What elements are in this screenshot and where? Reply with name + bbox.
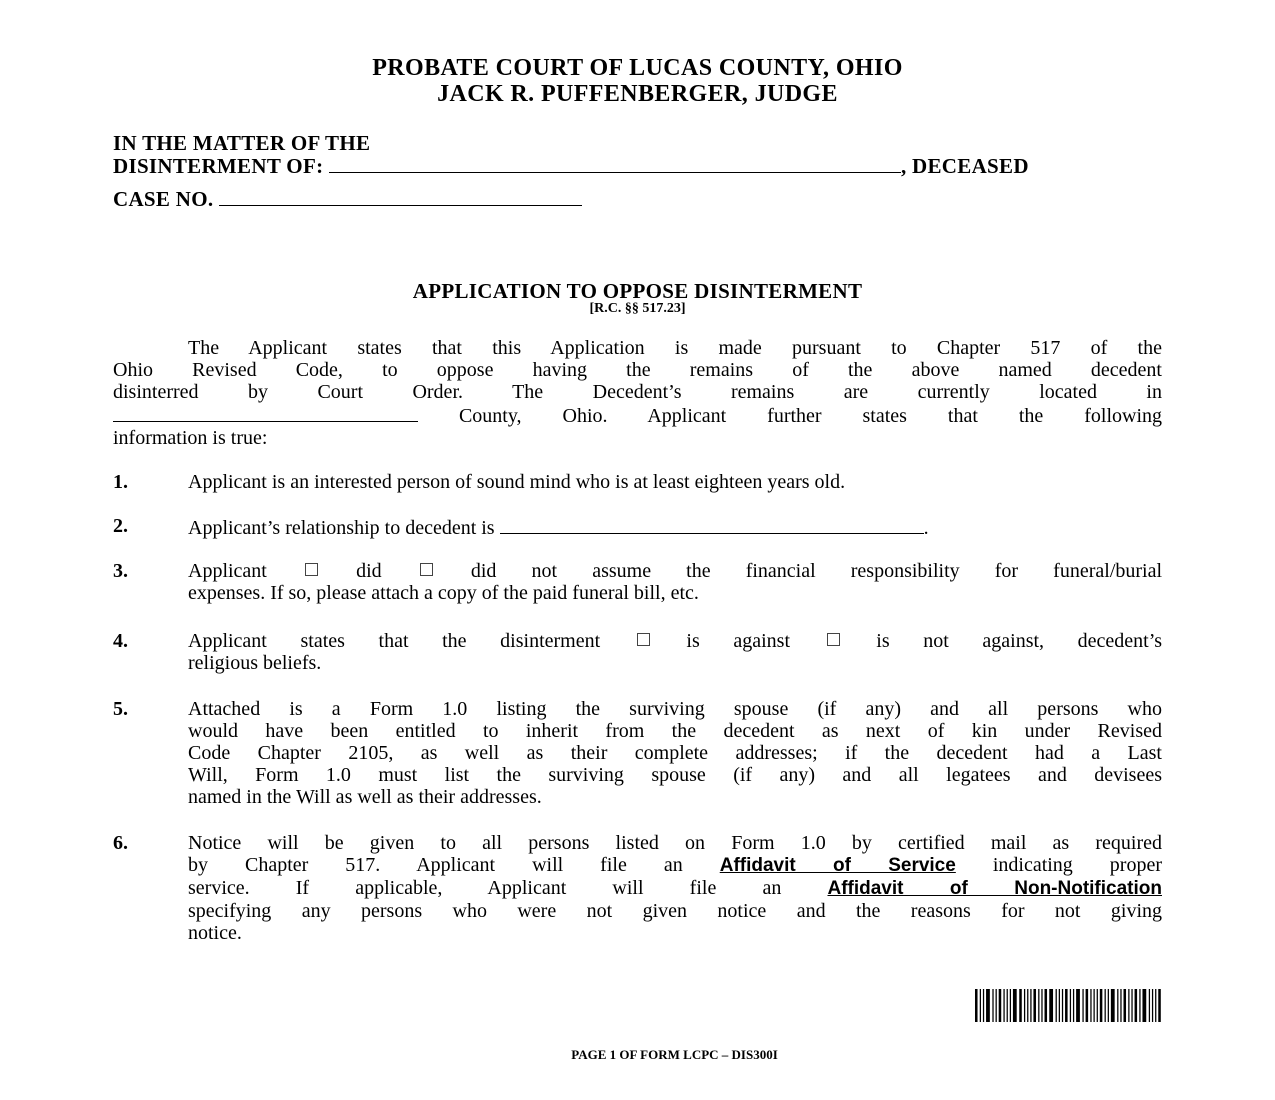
intro-line: disinterred by Court Order. The Decedent’s remains are currently located in (113, 381, 1162, 403)
did-not-label: did not assume the financial responsibility for funeral/burial (470, 560, 1163, 582)
barcode-bar (1013, 989, 1017, 1022)
barcode-bar (1152, 989, 1153, 1022)
is-not-against-checkbox[interactable] (827, 633, 840, 646)
barcode-bar (1030, 989, 1031, 1022)
barcode-bar (999, 989, 1002, 1022)
is-not-against-label: is not against, decedent’s (876, 630, 1163, 652)
barcode-bar (986, 989, 990, 1022)
disinterment-line (113, 154, 1029, 179)
item-text: notice. (188, 922, 242, 944)
barcode-bar (1120, 989, 1121, 1022)
barcode (975, 989, 1163, 1022)
item-text-part: Applicant (188, 560, 267, 582)
period: . (923, 517, 929, 539)
barcode-bar (1105, 989, 1106, 1022)
barcode-bar (996, 989, 997, 1022)
barcode-bar (1124, 989, 1127, 1022)
item-text (188, 854, 1162, 877)
barcode-bar (1027, 989, 1028, 1022)
form-title: APPLICATION TO OPPOSE DISINTERMENT (412, 279, 863, 303)
is-against-label: is against (686, 630, 791, 652)
decedent-name-field[interactable] (329, 154, 901, 173)
disinterment-label: DISINTERMENT OF: (113, 154, 324, 178)
intro-line: information is true: (113, 427, 268, 449)
barcode-bar (1108, 989, 1109, 1022)
matter-line: IN THE MATTER OF THE (113, 131, 371, 155)
is-against-checkbox[interactable] (637, 633, 650, 646)
item-number: 5. (113, 698, 128, 720)
item-text (188, 560, 1162, 582)
barcode-bar (1117, 989, 1118, 1022)
barcode-bar (1007, 989, 1008, 1022)
item-number: 4. (113, 630, 128, 652)
county-field[interactable] (113, 403, 418, 422)
barcode-bar (1059, 989, 1060, 1022)
barcode-bar (1033, 989, 1036, 1022)
item-text (188, 515, 1162, 539)
barcode-bar (1024, 989, 1025, 1022)
barcode-bar (1010, 989, 1011, 1022)
barcode-bar (1135, 989, 1138, 1022)
barcode-bar (1158, 989, 1161, 1022)
item-number: 3. (113, 560, 128, 582)
intro-paragraph (113, 337, 1162, 449)
item-text: named in the Will as well as their addresses. (188, 786, 542, 808)
barcode-bar (1139, 989, 1140, 1022)
barcode-bar (983, 989, 984, 1022)
barcode-bar (1062, 989, 1063, 1022)
barcode-bar (1093, 989, 1094, 1022)
intro-line: Ohio Revised Code, to oppose having the remains of the above named decedent (113, 359, 1162, 381)
item-text: specifying any persons who were not given notice and the reasons for not giving (188, 900, 1162, 922)
barcode-bar (1076, 989, 1080, 1022)
case-number-line (113, 187, 582, 212)
item-number: 2. (113, 515, 128, 537)
intro-line: The Applicant states that this Application is made pursuant to Chapter 517 of the (188, 337, 1162, 359)
barcode-bar (1045, 989, 1048, 1022)
barcode-bar (1003, 989, 1004, 1022)
barcode-bar (992, 989, 993, 1022)
item-text: Code Chapter 2105, as well as their complete addresses; if the decedent had a Last (188, 742, 1162, 764)
barcode-bar (1111, 989, 1115, 1022)
barcode-bar (1070, 989, 1071, 1022)
item-text-part: service. If applicable, Applicant will file an (188, 877, 782, 899)
barcode-bar (1142, 989, 1146, 1022)
case-number-field[interactable] (219, 187, 582, 206)
barcode-bar (1090, 989, 1091, 1022)
barcode-bar (1131, 989, 1132, 1022)
court-name: PROBATE COURT OF LUCAS COUNTY, OHIO (372, 55, 903, 81)
page-footer: PAGE 1 OF FORM LCPC – DIS300I (571, 1047, 778, 1062)
barcode-bar (1049, 989, 1053, 1022)
barcode-bar (1065, 989, 1068, 1022)
barcode-bar (975, 989, 978, 1022)
barcode-bar (1097, 989, 1098, 1022)
barcode-bar (1073, 989, 1074, 1022)
affidavit-of-service-link[interactable]: Affidavit of Service (719, 855, 956, 876)
item-text: would have been entitled to inherit from the decedent as next of kin under Revised (188, 720, 1162, 742)
barcode-bar (1149, 989, 1150, 1022)
county-suffix: County, Ohio. Applicant further states that the following (458, 405, 1163, 427)
barcode-bar (1128, 989, 1129, 1022)
case-number-label: CASE NO. (113, 187, 214, 211)
intro-line (113, 403, 1162, 427)
did-checkbox[interactable] (305, 563, 318, 576)
affidavit-of-non-notification-link[interactable]: Affidavit of Non-Notification (827, 878, 1162, 899)
barcode-bar (1019, 989, 1022, 1022)
barcode-bar (1056, 989, 1057, 1022)
statute-reference: [R.C. §§ 517.23] (589, 301, 686, 316)
item-text: religious beliefs. (188, 652, 322, 674)
barcode-bar (1038, 989, 1039, 1022)
barcode-bar (1041, 989, 1042, 1022)
deceased-label: , DECEASED (900, 154, 1029, 178)
item-text (188, 630, 1162, 652)
item-number: 1. (113, 471, 128, 493)
barcode-bar (1086, 989, 1089, 1022)
relationship-field[interactable] (500, 515, 924, 534)
item-text: Will, Form 1.0 must list the surviving spouse (if any) and all legatees and devisees (188, 764, 1162, 786)
item-text-part: by Chapter 517. Applicant will file an (188, 854, 683, 876)
item-number: 6. (113, 832, 128, 854)
item-text-part: indicating proper (992, 854, 1163, 876)
item-text: expenses. If so, please attach a copy of the paid funeral bill, etc. (188, 582, 699, 604)
judge-name: JACK R. PUFFENBERGER, JUDGE (437, 81, 838, 107)
barcode-bar (1155, 989, 1156, 1022)
did-not-checkbox[interactable] (420, 563, 433, 576)
item-text: Attached is a Form 1.0 listing the surviving spouse (if any) and all persons who (188, 698, 1162, 720)
barcode-bar (980, 989, 981, 1022)
item-text: Applicant is an interested person of sound mind who is at least eighteen years old. (188, 471, 846, 493)
barcode-bar (1100, 989, 1103, 1022)
did-label: did (356, 560, 382, 582)
item-text: Notice will be given to all persons listed on Form 1.0 by certified mail as required (188, 832, 1162, 854)
item-text-part: Applicant states that the disinterment (188, 630, 601, 652)
item-text (188, 877, 1162, 900)
barcode-bar (1082, 989, 1083, 1022)
relationship-label: Applicant’s relationship to decedent is (188, 517, 495, 539)
